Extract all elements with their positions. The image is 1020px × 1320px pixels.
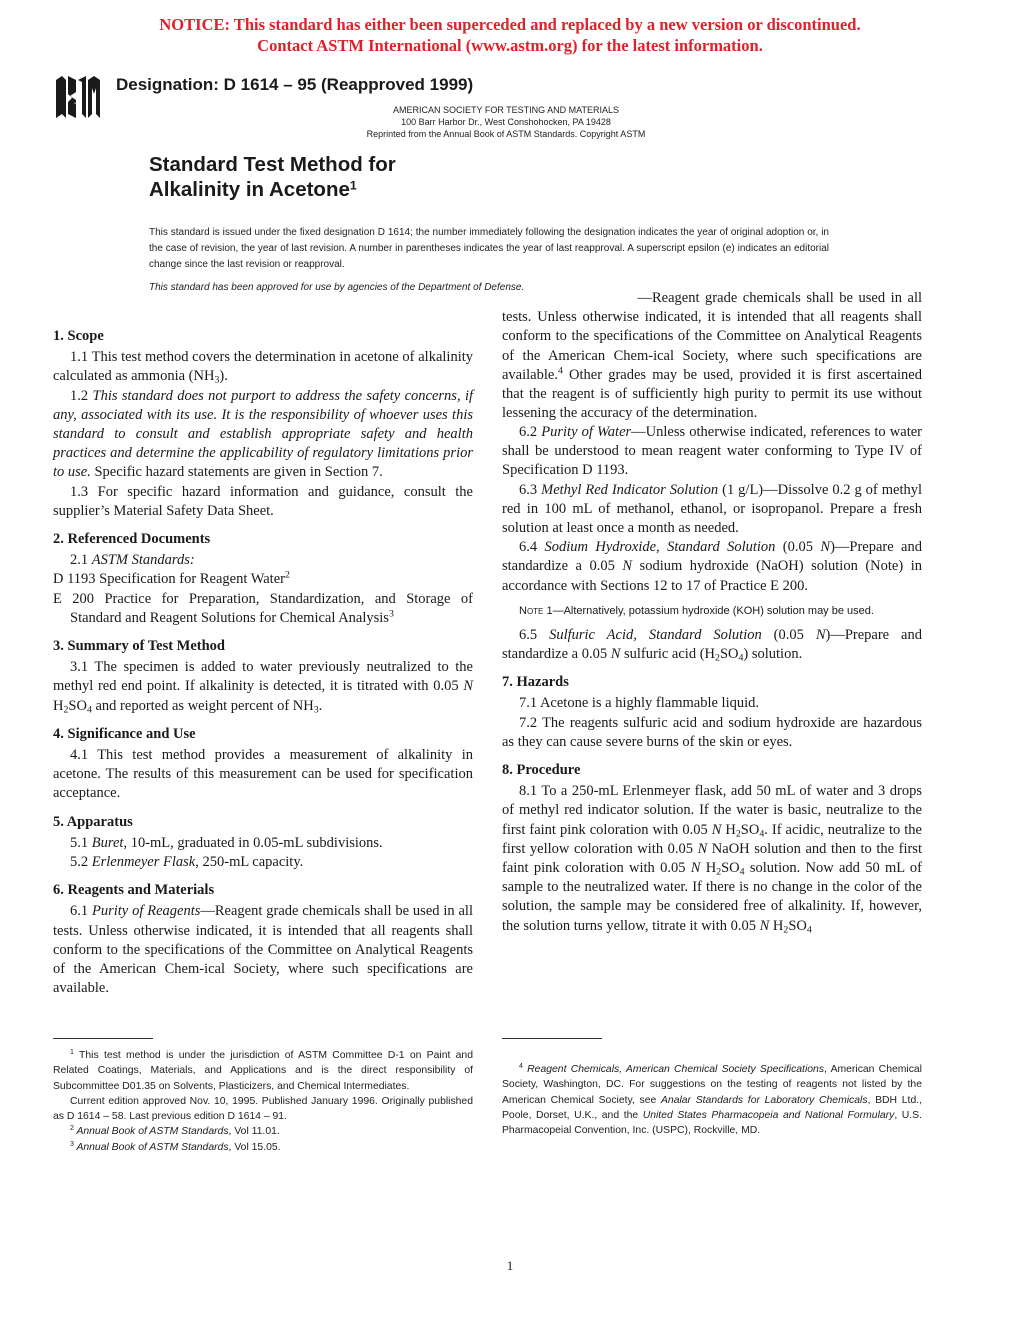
title-line-1: Standard Test Method for	[149, 153, 396, 176]
para-3-1: 3.1 The specimen is added to water previously neutralized to the methyl red end point. If alkalinity is detected, it is titrated with 0.05 N $H_2SO_4$ and reported as weight percent of $NH_3$.	[53, 659, 473, 716]
para-1-1: 1.1 This test method covers the determination in acetone of alkalinity calculated as ammonia $(NH_3)$.	[53, 349, 473, 386]
section-heading-significance: 4. Significance and Use	[53, 725, 196, 742]
left-column	[53, 327, 473, 997]
section-heading-apparatus: 5. Apparatus	[53, 813, 133, 830]
reprint-notice: Reprinted from the Annual Book of ASTM Standards. Copyright ASTM	[366, 129, 646, 139]
para-6-4: 6.4 Sodium Hydroxide, Standard Solution (0.05 N)—Prepare and standardize a 0.05 N sodium hydroxide (NaOH) solution (Note) in accordance with Sections 12 to 17 of Practice E 200.	[502, 539, 922, 594]
footnote-2: $^2$ Annual Book of ASTM Standards, Vol 11.01.	[70, 1125, 280, 1138]
para-4-1: 4.1 This test method provides a measurement of alkalinity in acetone. The results of this measurement can be used for specification acceptance.	[53, 747, 473, 802]
footnotes-right	[502, 1062, 922, 1138]
section-heading-refdocs: 2. Referenced Documents	[53, 531, 211, 548]
page-number: 1	[506, 1258, 514, 1273]
designation: Designation: D 1614 – 95 (Reapproved 1999)	[116, 75, 474, 94]
para-7-2: 7.2 The reagents sulfuric acid and sodium hydroxide are hazardous as they can cause severe burns of the skin or eyes.	[502, 714, 922, 750]
right-column	[502, 290, 923, 936]
dod-approval: This standard has been approved for use by agencies of the Department of Defense.	[149, 282, 525, 293]
section-heading-scope: 1. Scope	[53, 328, 104, 344]
footnote-1: $^1$ This test method is under the jurisdiction of ASTM Committee D-1 on Paint and Related Coatings, Materials, and Applications and is the direct responsibility of Subcommittee D01.35 on Solvents, Plasticizers, and Chemical Intermediates.	[53, 1049, 473, 1092]
para-6-1-cont: —Reagent grade chemicals shall be used in all tests. Unless otherwise indicated, it is intended that all reagents shall conform to the specifications of the Committee on Analytical Reagents of the American Chem-ical Society, where such specifications are available.$^4$ Other grades may be used, provided it is first ascertained that the reagent is of sufficiently high purity to permit its use without lessening the accuracy of the determination.	[502, 290, 923, 422]
section-heading-procedure: 8. Procedure	[502, 762, 581, 779]
para-2-1: 2.1 ASTM Standards:	[70, 552, 195, 569]
para-6-3: 6.3 Methyl Red Indicator Solution (1 g/L)—Dissolve 0.2 g of methyl red in 100 mL of methanol, ethanol, or isopropanol. Prepare a fresh solution at least once a month as needed.	[502, 481, 922, 537]
para-6-5: 6.5 Sulfuric Acid, Standard Solution (0.05 N)—Prepare and standardize a 0.05 N sulfuric acid $(H_2SO_4)$ solution.	[502, 626, 922, 664]
para-6-2: 6.2 Purity of Water—Unless otherwise indicated, references to water shall be understood to mean reagent water conforming to Type IV of Specification D 1193.	[502, 424, 922, 479]
para-5-1: 5.1 Buret, 10-mL, graduated in 0.05-mL subdivisions.	[70, 834, 383, 851]
para-8-1: 8.1 To a 250-mL Erlenmeyer flask, add 50 mL of water and 3 drops of methyl red indicator solution. If the water is basic, neutralize to the first faint pink coloration with 0.05 N $H_2SO_4$. If acidic, neutralize to the first yellow coloration with 0.05 N NaOH solution and then to the first faint pink coloration with 0.05 N $H_2SO_4$ solution. Now add 50 mL of sample to the neutralized water. If there is no change in the color of the solution, the sample may be considered free of alkalinity. If, however, the solution turns yellow, titrate it with 0.05 N $H_2SO_4$	[502, 783, 922, 936]
para-7-1: 7.1 Acetone is a highly flammable liquid.	[519, 695, 760, 712]
footnote-3: $^3$ Annual Book of ASTM Standards, Vol 15.05.	[70, 1140, 281, 1153]
footnote-4: $^4$ Reagent Chemicals, American Chemical Society Specifications, American Chemical Society, Washington, DC. For suggestions on the testing of reagents not listed by the American Chemical Society, see Analar Standards for Laboratory Chemicals, BDH Ltd., Poole, Dorset, U.K., and the United States Pharmacopeia and National Formulary, U.S. Pharmacopeial Convention, Inc. (USPC), Rockville, MD.	[502, 1063, 923, 1137]
footnote-1-edition: Current edition approved Nov. 10, 1995. Published January 1996. Originally published as D 1614 – 58. Last previous edition D 1614 – 91.	[53, 1095, 473, 1123]
ref-e200: E 200 Practice for Preparation, Standardization, and Storage of Standard and Reagent Solutions for Chemical Analysis$^3$	[53, 590, 473, 626]
note-1: Note 1—Alternatively, potassium hydroxide (KOH) solution may be used.	[519, 604, 874, 617]
publisher-address: 100 Barr Harbor Dr., West Conshohocken, PA 19428	[401, 117, 611, 127]
section-heading-reagents: 6. Reagents and Materials	[53, 882, 215, 899]
title-line-2: Alkalinity in Acetone$^1$	[149, 178, 357, 201]
footnote-rule-left	[53, 1038, 153, 1039]
logo-text: ASTM	[73, 101, 83, 105]
para-5-2: 5.2 Erlenmeyer Flask, 250-mL capacity.	[70, 854, 304, 871]
issued-statement: This standard is issued under the fixed designation D 1614; the number immediately following the designation indicates the year of original adoption or, in the case of revision, the year of last revision. A number in parentheses indicates the year of last reapproval. A superscript epsilon (e) indicates an editorial change since the last revision or reapproval.	[149, 227, 829, 270]
para-6-1-start: 6.1 Purity of Reagents—Reagent grade chemicals shall be used in all tests. Unless otherwise indicated, it is intended that all reagents shall conform to the specifications of the Committee on Analytical Reagents of the American Chem-ical Society, where such specifications are available.	[53, 903, 473, 997]
notice-line-1: NOTICE: This standard has either been superceded and replaced by a new version or discontinued.	[159, 15, 861, 34]
publisher-name: AMERICAN SOCIETY FOR TESTING AND MATERIALS	[392, 105, 620, 115]
para-1-3: 1.3 For specific hazard information and guidance, consult the supplier’s Material Safety Data Sheet.	[53, 483, 473, 519]
section-heading-summary: 3. Summary of Test Method	[53, 638, 225, 655]
ref-d1193: D 1193 Specification for Reagent Water$^2$	[53, 570, 290, 588]
footnotes-left	[53, 1048, 473, 1155]
astm-logo-icon	[52, 74, 104, 122]
para-1-2: 1.2 This standard does not purport to address the safety concerns, if any, associated with its use. It is the responsibility of whoever uses this standard to consult and establish appropriate safety and health practices and determine the applicability of regulatory limitations prior to use. Specific hazard statements are given in Section 7.	[53, 387, 473, 481]
notice-line-2: Contact ASTM International (www.astm.org) for the latest information.	[257, 36, 763, 55]
section-heading-hazards: 7. Hazards	[502, 674, 569, 691]
footnote-rule-right	[502, 1038, 602, 1039]
